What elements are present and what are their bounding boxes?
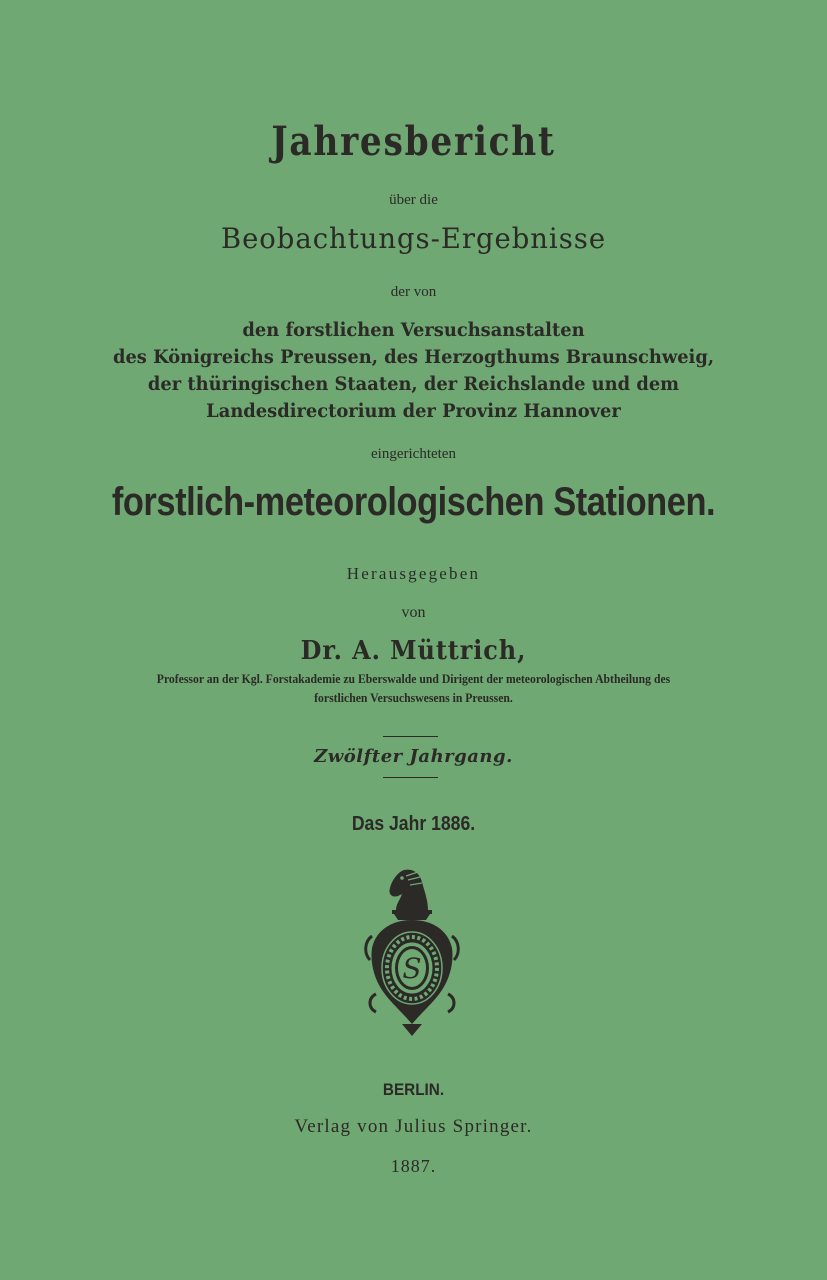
connector-von: von bbox=[401, 604, 426, 621]
author-affiliation: Professor an der Kgl. Forstakademie zu Eberswalde und Dirigent der meteorologischen Abtheilung des bbox=[156, 671, 671, 686]
springer-knight-emblem-icon bbox=[362, 866, 462, 1038]
book-title: Jahresbericht bbox=[271, 118, 556, 165]
emblem-monogram: S bbox=[402, 952, 422, 985]
stations-heading: forstlich-meteorologischen Stationen. bbox=[111, 480, 716, 524]
publication-year: 1887. bbox=[390, 1156, 437, 1176]
connector-eingerichteten: eingerichteten bbox=[371, 446, 456, 462]
author-affiliation: forstlichen Versuchswesens in Preussen. bbox=[314, 690, 513, 705]
year-covered: Das Jahr 1886. bbox=[351, 813, 476, 835]
volume-label: Zwölfter Jahrgang. bbox=[314, 746, 513, 767]
institutions-line: den forstlichen Versuchsanstalten bbox=[242, 319, 585, 341]
publisher-name: Verlag von Julius Springer. bbox=[294, 1116, 533, 1137]
divider-rule bbox=[383, 736, 438, 737]
author-name: Dr. A. Müttrich, bbox=[300, 636, 527, 666]
edited-by-label: Herausgegeben bbox=[346, 564, 481, 583]
connector-der-von: der von bbox=[390, 284, 437, 300]
divider-rule bbox=[383, 777, 438, 778]
publication-place: BERLIN. bbox=[382, 1080, 445, 1099]
connector-ueber-die: über die bbox=[389, 192, 438, 208]
subject-heading: Beobachtungs-Ergebnisse bbox=[220, 222, 607, 255]
institutions-line: der thüringischen Staaten, der Reichslande und dem bbox=[147, 373, 680, 395]
institutions-line: des Königreichs Preussen, des Herzogthums Braunschweig, bbox=[112, 346, 715, 368]
institutions-line: Landesdirectorium der Provinz Hannover bbox=[206, 400, 621, 422]
